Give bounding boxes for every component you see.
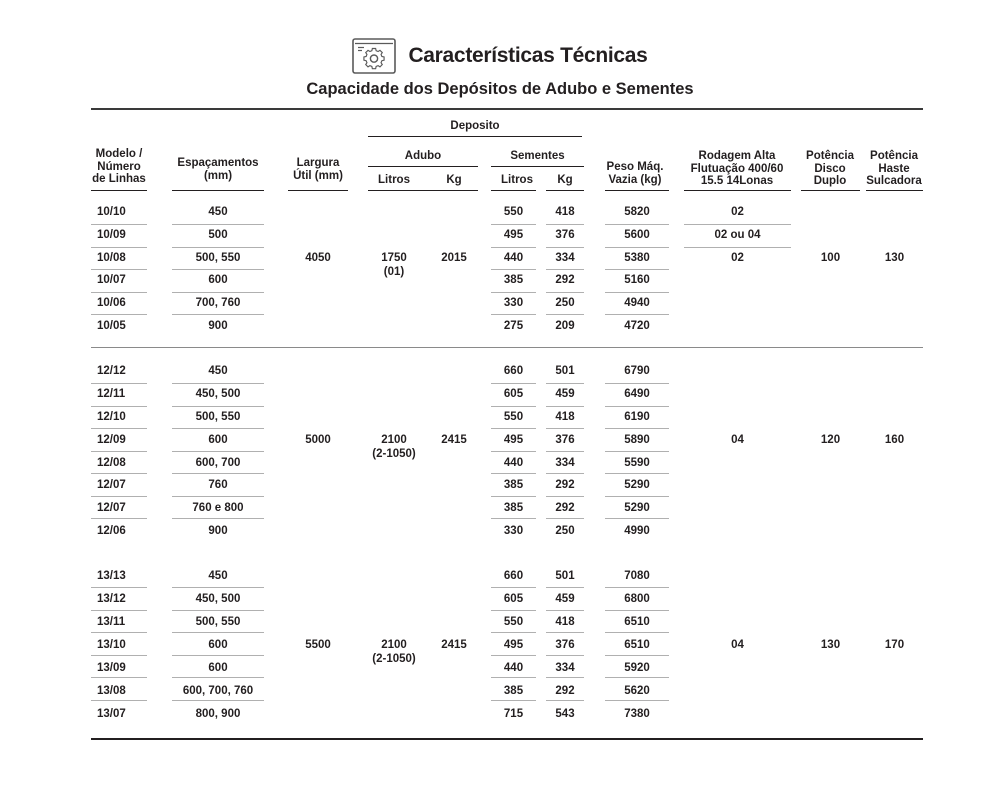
divider (546, 677, 584, 678)
divider (91, 292, 147, 293)
divider (491, 610, 536, 611)
divider (605, 269, 669, 270)
divider (546, 451, 584, 452)
divider (91, 677, 147, 678)
divider (172, 518, 264, 519)
adubo-litros-value: 2100 (2-1050) (372, 639, 416, 665)
divider (605, 451, 669, 452)
header-adubo-kg: Kg (446, 174, 462, 186)
divider (491, 496, 536, 497)
divider (605, 224, 669, 225)
divider (172, 655, 264, 656)
divider (605, 190, 669, 191)
divider (172, 451, 264, 452)
adubo-litros-value: 2100 (2-1050) (372, 434, 416, 460)
potencia-disco-value: 100 (820, 252, 841, 264)
divider (546, 314, 584, 315)
rodagem-value: 02 (731, 252, 744, 264)
divider (91, 700, 147, 701)
header-potencia-haste: Potência Haste Sulcadora (866, 150, 922, 187)
adubo-kg-value: 2015 (441, 252, 467, 264)
potencia-disco-value: 130 (820, 639, 841, 651)
divider (605, 428, 669, 429)
table-top-rule (91, 108, 923, 110)
divider (288, 190, 348, 191)
divider (546, 610, 584, 611)
rodagem-value: 02 (731, 206, 744, 218)
divider (605, 314, 669, 315)
divider (866, 190, 923, 191)
divider (91, 383, 147, 384)
header-espacamentos: Espaçamentos (mm) (177, 157, 259, 182)
divider (605, 406, 669, 407)
divider (368, 166, 478, 167)
divider (546, 632, 584, 633)
divider (491, 406, 536, 407)
divider (172, 190, 264, 191)
divider (605, 587, 669, 588)
divider (684, 224, 791, 225)
divider (605, 700, 669, 701)
divider (491, 655, 536, 656)
header-largura: Largura Útil (mm) (293, 157, 343, 182)
header-sementes: Sementes (510, 150, 565, 162)
divider (91, 587, 147, 588)
divider (491, 314, 536, 315)
divider (172, 632, 264, 633)
divider (546, 428, 584, 429)
divider (172, 610, 264, 611)
table-bottom-rule (91, 738, 923, 740)
divider (172, 700, 264, 701)
divider (546, 292, 584, 293)
group-separator (91, 347, 923, 348)
divider (605, 292, 669, 293)
divider (491, 700, 536, 701)
divider (546, 247, 584, 248)
divider (491, 292, 536, 293)
divider (172, 587, 264, 588)
header-rodagem: Rodagem Alta Flutuação 400/60 15.5 14Lonas (690, 150, 784, 187)
divider (91, 610, 147, 611)
divider (172, 496, 264, 497)
page-title: Características Técnicas (408, 44, 648, 67)
divider (91, 269, 147, 270)
potencia-haste-value: 160 (884, 434, 905, 446)
divider (546, 496, 584, 497)
divider (491, 224, 536, 225)
adubo-kg-value: 2415 (441, 434, 467, 446)
divider (605, 518, 669, 519)
divider (172, 406, 264, 407)
divider (546, 587, 584, 588)
header-potencia-disco: Potência Disco Duplo (806, 150, 854, 187)
divider (546, 190, 584, 191)
divider (491, 269, 536, 270)
divider (172, 247, 264, 248)
divider (546, 700, 584, 701)
divider (91, 406, 147, 407)
adubo-kg-value: 2415 (441, 639, 467, 651)
divider (491, 451, 536, 452)
potencia-haste-value: 130 (884, 252, 905, 264)
divider (368, 136, 582, 137)
divider (91, 518, 147, 519)
divider (491, 632, 536, 633)
divider (91, 473, 147, 474)
adubo-litros-value: 1750 (01) (381, 252, 407, 278)
header-adubo: Adubo (404, 150, 442, 162)
header-deposito: Deposito (450, 120, 500, 132)
divider (491, 383, 536, 384)
page-subtitle: Capacidade dos Depósitos de Adubo e Sementes (306, 80, 694, 98)
divider (491, 677, 536, 678)
divider (91, 224, 147, 225)
divider (684, 190, 791, 191)
header-sementes-litros: Litros (501, 174, 533, 186)
divider (546, 224, 584, 225)
divider (172, 224, 264, 225)
divider (491, 518, 536, 519)
divider (491, 428, 536, 429)
rodagem-value: 04 (731, 639, 744, 651)
divider (172, 269, 264, 270)
divider (546, 406, 584, 407)
divider (546, 383, 584, 384)
divider (172, 292, 264, 293)
divider (91, 451, 147, 452)
rodagem-value: 02 ou 04 (714, 229, 761, 241)
divider (546, 518, 584, 519)
divider (546, 473, 584, 474)
header-modelo: Modelo / Número de Linhas (92, 148, 146, 185)
divider (91, 190, 147, 191)
divider (491, 166, 584, 167)
rodagem-value: 04 (731, 434, 744, 446)
divider (368, 190, 478, 191)
divider (91, 428, 147, 429)
divider (546, 655, 584, 656)
divider (91, 655, 147, 656)
divider (605, 632, 669, 633)
divider (801, 190, 860, 191)
largura-value: 4050 (305, 252, 331, 264)
divider (91, 247, 147, 248)
largura-value: 5500 (305, 639, 331, 651)
header-sementes-kg: Kg (557, 174, 573, 186)
divider (684, 247, 791, 248)
divider (605, 610, 669, 611)
page-header (0, 38, 1000, 74)
potencia-haste-value: 170 (884, 639, 905, 651)
potencia-disco-value: 120 (820, 434, 841, 446)
header-adubo-litros: Litros (378, 174, 410, 186)
divider (491, 190, 536, 191)
divider (91, 314, 147, 315)
divider (605, 655, 669, 656)
divider (605, 677, 669, 678)
settings-window-gear-icon (352, 38, 396, 74)
divider (91, 496, 147, 497)
divider (91, 632, 147, 633)
divider (491, 473, 536, 474)
divider (172, 314, 264, 315)
divider (172, 383, 264, 384)
largura-value: 5000 (305, 434, 331, 446)
header-peso: Peso Máq. Vazia (kg) (606, 161, 664, 186)
divider (491, 247, 536, 248)
divider (172, 677, 264, 678)
divider (605, 247, 669, 248)
divider (172, 428, 264, 429)
divider (605, 496, 669, 497)
divider (605, 473, 669, 474)
divider (546, 269, 584, 270)
divider (605, 383, 669, 384)
divider (172, 473, 264, 474)
divider (491, 587, 536, 588)
